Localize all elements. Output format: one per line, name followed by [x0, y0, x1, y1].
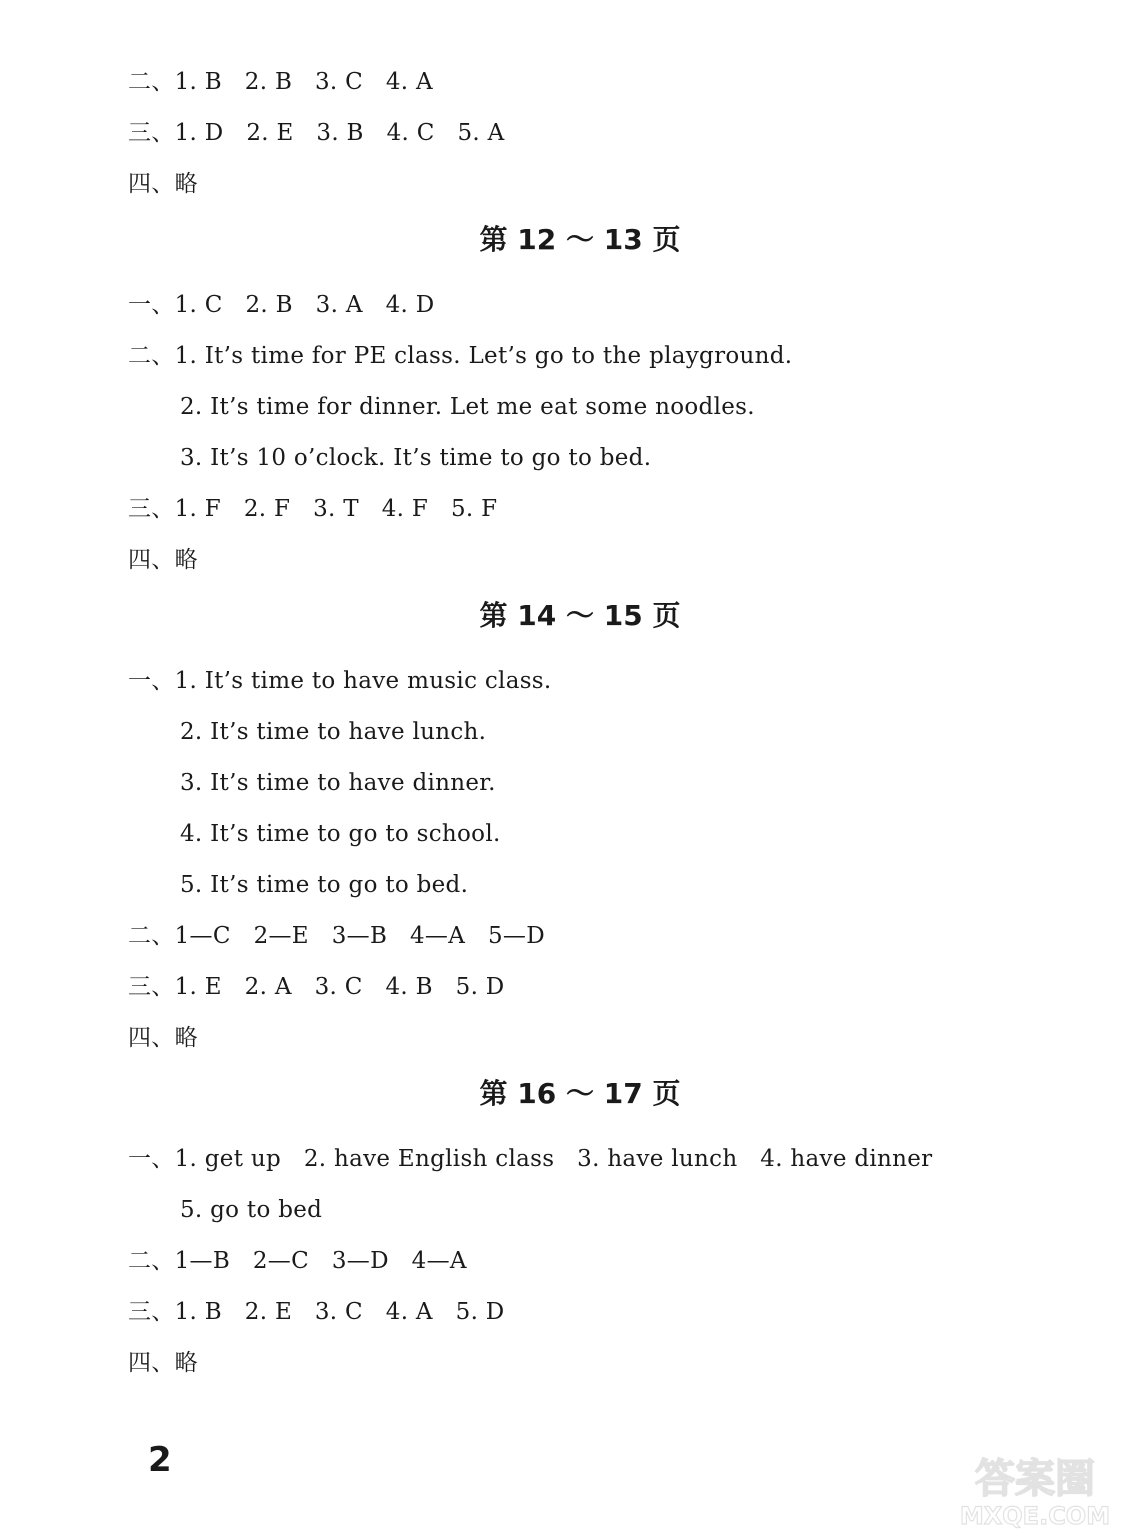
answer-line: 一、1. It’s time to have music class. — [128, 668, 552, 694]
answer-line: 5. go to bed — [180, 1197, 323, 1223]
page-number: 2 — [148, 1440, 172, 1480]
watermark-logo-graphic — [940, 1450, 1130, 1530]
answer-line: 二、1. It’s time for PE class. Let’s go to the playground. — [128, 343, 793, 369]
section-heading: 第 16 ～ 17 页 — [479, 1077, 681, 1110]
answer-line: 3. It’s time to have dinner. — [180, 770, 496, 796]
answer-line: 2. It’s time for dinner. Let me eat some noodles. — [180, 394, 755, 420]
answer-line: 4. It’s time to go to school. — [180, 821, 501, 847]
answer-line: 三、1. E 2. A 3. C 4. B 5. D — [128, 974, 505, 1000]
answer-line: 四、略 — [128, 547, 198, 573]
answer-line: 三、1. D 2. E 3. B 4. C 5. A — [128, 120, 505, 146]
answer-line: 3. It’s 10 o’clock. It’s time to go to bed. — [180, 445, 652, 471]
answer-line: 5. It’s time to go to bed. — [180, 872, 469, 898]
watermark-bottom-text: MXQE.COM — [959, 1502, 1111, 1530]
watermark-logo — [940, 1450, 1130, 1530]
answer-line: 一、1. get up 2. have English class 3. have lunch 4. have dinner — [128, 1146, 933, 1172]
answer-line: 一、1. C 2. B 3. A 4. D — [128, 292, 435, 318]
section-heading: 第 14 ～ 15 页 — [479, 599, 681, 632]
answer-line: 四、略 — [128, 171, 198, 197]
answer-line: 四、略 — [128, 1350, 198, 1376]
answer-line: 2. It’s time to have lunch. — [180, 719, 487, 745]
answer-line: 四、略 — [128, 1025, 198, 1051]
answer-line: 三、1. F 2. F 3. T 4. F 5. F — [128, 496, 498, 522]
watermark-top-text: 答案圈 — [975, 1456, 1095, 1502]
section-heading: 第 12 ～ 13 页 — [479, 223, 681, 256]
answer-line: 三、1. B 2. E 3. C 4. A 5. D — [128, 1299, 505, 1325]
answer-line: 二、1. B 2. B 3. C 4. A — [128, 69, 433, 95]
answer-line: 二、1—C 2—E 3—B 4—A 5—D — [128, 923, 545, 949]
answer-line: 二、1—B 2—C 3—D 4—A — [128, 1248, 467, 1274]
